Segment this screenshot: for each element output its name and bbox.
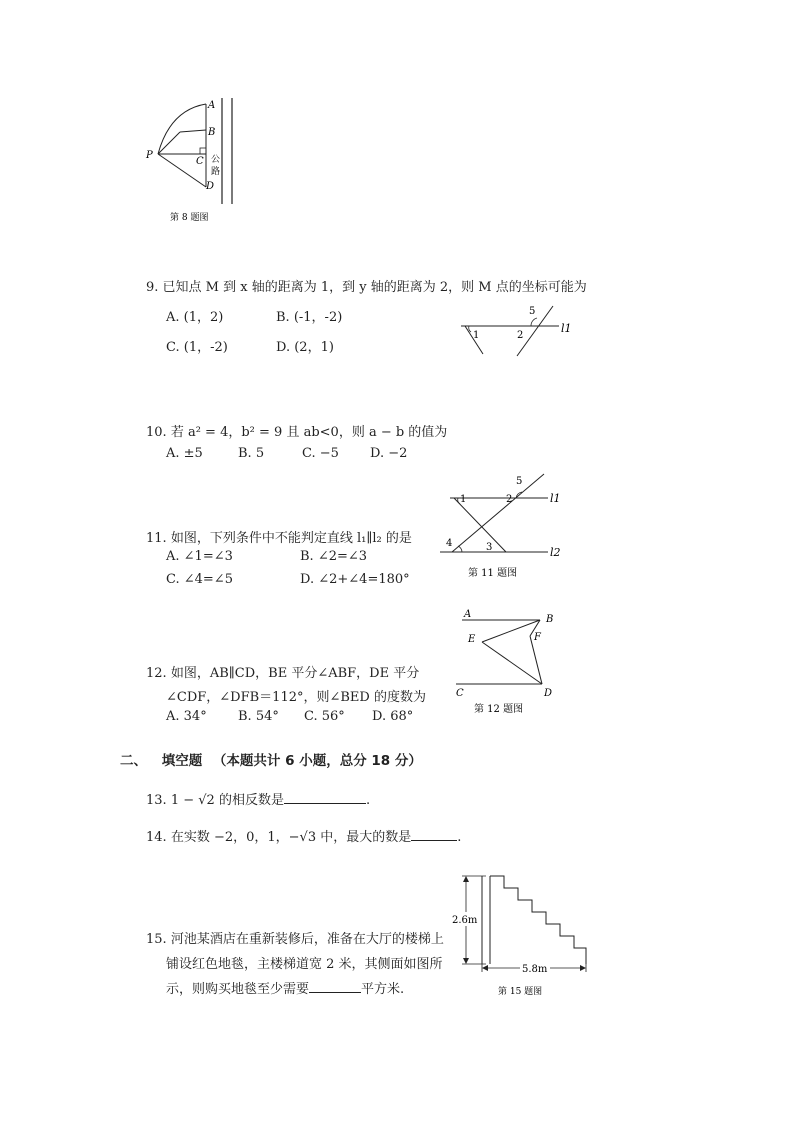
q12-option-a: A. 34° xyxy=(166,709,207,724)
q9-text: 已知点 M 到 x 轴的距离为 1，到 y 轴的距离为 2，则 M 点的坐标可能为 xyxy=(162,280,587,295)
q13-stem xyxy=(146,789,370,808)
fig11-angle-1: 1 xyxy=(460,494,467,505)
q14-text: 在实数 −2，0，1，−√3 中，最大的数是 xyxy=(170,830,412,845)
q11-number: 11. xyxy=(146,531,167,546)
q9-option-a: A. (1，2) xyxy=(166,310,224,325)
fig8-road-1: 公 xyxy=(211,155,221,165)
fig8-label-a: A xyxy=(208,100,216,111)
fig8-label-b: B xyxy=(208,127,216,138)
q10-option-d: D. −2 xyxy=(370,446,408,461)
q10-option-b: B. 5 xyxy=(238,446,265,461)
q9-option-b: B. (-1，-2) xyxy=(276,310,343,325)
q15-answer-blank[interactable] xyxy=(309,980,361,993)
figure-9 xyxy=(455,300,575,360)
fig15-caption: 第 15 题图 xyxy=(498,987,543,997)
q12-stem-line1 xyxy=(146,662,419,681)
q11-option-b: B. ∠2=∠3 xyxy=(300,549,368,564)
q9-number: 9. xyxy=(146,280,159,295)
q15-stem-line1 xyxy=(146,928,444,947)
fig11-line-l1: l1 xyxy=(550,492,561,505)
fig11-angle-4: 4 xyxy=(446,538,453,549)
fig12-label-b: B xyxy=(546,614,554,625)
section-2-title: 填空题 xyxy=(161,753,203,769)
fig12-label-f: F xyxy=(534,632,541,643)
q9-stem xyxy=(146,276,587,295)
section-2-note: （本题共计 6 小题，总分 18 分） xyxy=(212,753,422,769)
fig11-line-l2: l2 xyxy=(550,546,561,559)
q14-stem xyxy=(146,826,461,845)
fig12-caption: 第 12 题图 xyxy=(474,704,524,715)
q11-stem xyxy=(146,527,412,546)
q13-text: 1 − √2 的相反数是 xyxy=(170,793,284,808)
q9-option-d: D. (2，1) xyxy=(276,340,334,355)
q15-text-line2: 铺设红色地毯，主楼梯道宽 2 米，其侧面如图所 xyxy=(166,957,443,972)
q13-suffix: . xyxy=(365,793,371,808)
fig15-height-label: 2.6m xyxy=(452,915,478,926)
q12-number: 12. xyxy=(146,666,167,681)
figure-11 xyxy=(436,470,576,585)
q12-text-line1: 如图，AB∥CD，BE 平分∠ABF，DE 平分 xyxy=(170,666,420,681)
q15-text-line3-prefix: 示，则购买地毯至少需要 xyxy=(166,982,310,997)
q14-number: 14. xyxy=(146,830,167,845)
q10-option-a: A. ±5 xyxy=(166,446,203,461)
fig9-angle-5: 5 xyxy=(529,306,536,317)
fig11-caption: 第 11 题图 xyxy=(468,568,518,579)
q11-option-c: C. ∠4=∠5 xyxy=(166,572,233,587)
fig9-line-l1: l1 xyxy=(561,322,572,335)
q14-answer-blank[interactable] xyxy=(411,828,457,841)
q11-option-d: D. ∠2+∠4=180° xyxy=(300,572,410,587)
fig9-angle-1: 1 xyxy=(473,330,480,341)
fig8-caption: 第 8 题图 xyxy=(170,213,209,223)
fig11-angle-5: 5 xyxy=(516,476,523,487)
fig8-label-d: D xyxy=(206,181,215,192)
fig9-angle-2: 2 xyxy=(517,330,524,341)
q15-text-line1: 河池某酒店在重新装修后，准备在大厅的楼梯上 xyxy=(170,932,444,947)
fig15-width-label: 5.8m xyxy=(522,964,548,975)
q15-text-line3 xyxy=(166,978,404,997)
q9-option-c: C. (1，-2) xyxy=(166,340,228,355)
q10-text: 若 a² = 4，b² = 9 且 ab<0，则 a − b 的值为 xyxy=(170,425,448,440)
fig12-label-c: C xyxy=(456,688,464,699)
q11-option-a: A. ∠1=∠3 xyxy=(166,549,233,564)
q13-answer-blank[interactable] xyxy=(284,791,366,804)
fig11-angle-2: 2 xyxy=(506,494,513,505)
fig12-label-d: D xyxy=(544,688,553,699)
q12-text-line2: ∠CDF，∠DFB＝112°，则∠BED 的度数为 xyxy=(166,690,426,705)
figure-12 xyxy=(452,606,572,716)
q12-option-c: C. 56° xyxy=(304,709,345,724)
q12-option-d: D. 68° xyxy=(372,709,414,724)
fig8-road-2: 路 xyxy=(211,167,221,177)
q13-number: 13. xyxy=(146,793,167,808)
q10-option-c: C. −5 xyxy=(302,446,339,461)
figure-15 xyxy=(446,868,596,998)
figure-8 xyxy=(140,92,250,232)
fig12-label-a: A xyxy=(464,609,472,620)
q15-text-line3-suffix: 平方米. xyxy=(361,982,405,997)
fig11-angle-3: 3 xyxy=(486,542,493,553)
q14-suffix: . xyxy=(457,830,462,845)
q11-text: 如图，下列条件中不能判定直线 l₁∥l₂ 的是 xyxy=(170,531,412,546)
fig12-label-e: E xyxy=(468,634,476,645)
q12-option-b: B. 54° xyxy=(238,709,279,724)
q10-number: 10. xyxy=(146,425,167,440)
section-2-heading xyxy=(120,749,422,769)
fig8-label-p: P xyxy=(146,150,153,161)
q10-stem xyxy=(146,421,447,440)
section-2-number: 二、 xyxy=(120,753,147,769)
q15-number: 15. xyxy=(146,932,167,947)
fig8-label-c: C xyxy=(196,156,204,167)
